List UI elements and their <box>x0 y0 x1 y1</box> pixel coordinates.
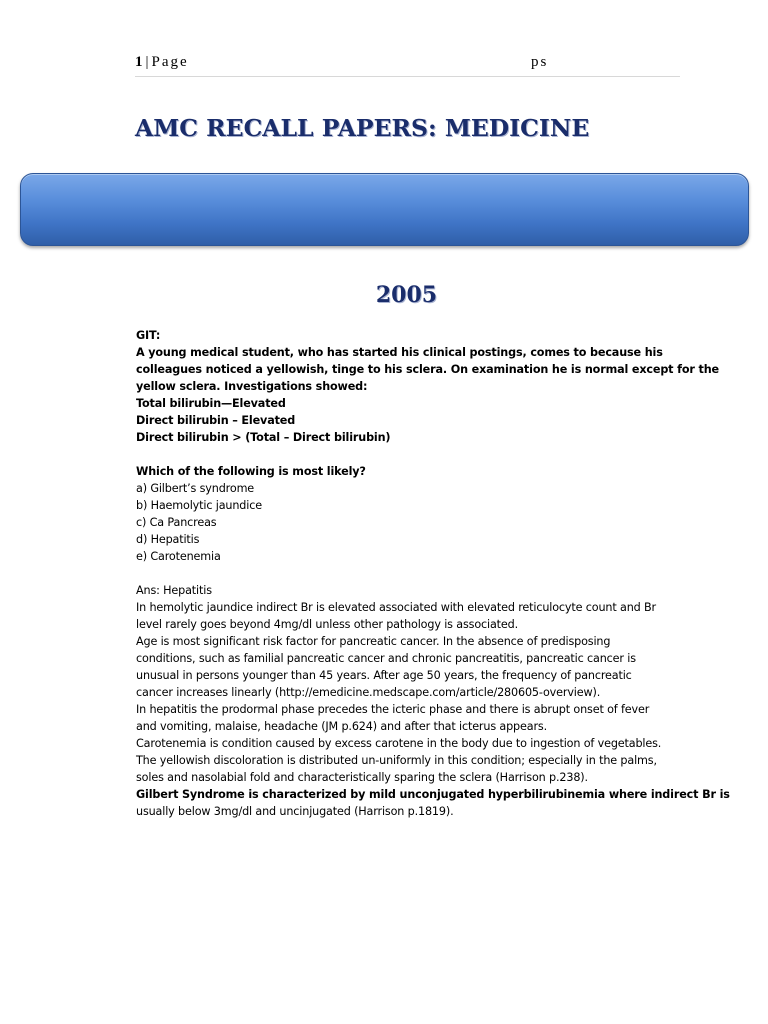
option-d: d) Hepatitis <box>136 533 200 546</box>
page-separator: | <box>145 54 151 70</box>
spacer <box>136 446 681 463</box>
year-heading: 2005 <box>375 282 438 308</box>
page-header <box>135 54 680 77</box>
investigation-line: Direct bilirubin – Elevated <box>136 414 296 427</box>
option-e: e) Carotenemia <box>136 550 221 563</box>
answer-label: Ans: Hepatitis <box>136 584 212 597</box>
explanation-line: unusual in persons younger than 45 years. After age 50 years, the frequency of pancreatic <box>136 669 632 682</box>
header-initials: ps <box>531 54 549 70</box>
investigation-line: Direct bilirubin > (Total – Direct bilirubin) <box>136 431 391 444</box>
explanation-line: Carotenemia is condition caused by excess carotene in the body due to ingestion of vegetables. <box>136 737 662 750</box>
explanation-line: conditions, such as familial pancreatic cancer and chronic pancreatitis, pancreatic cancer is <box>136 652 636 665</box>
option-c: c) Ca Pancreas <box>136 516 217 529</box>
decorative-banner <box>20 173 749 246</box>
explanation-line: Gilbert Syndrome is characterized by mild unconjugated hyperbilirubinemia where indirect Br is <box>136 788 730 801</box>
section-label: GIT: <box>136 329 161 342</box>
option-a: a) Gilbert’s syndrome <box>136 482 255 495</box>
explanation-line: usually below 3mg/dl and uncinjugated (Harrison p.1819). <box>136 805 454 818</box>
explanation-line: cancer increases linearly (http://emedicine.medscape.com/article/280605-overview). <box>136 686 601 699</box>
option-b: b) Haemolytic jaundice <box>136 499 262 512</box>
document-title: AMC RECALL PAPERS: MEDICINE <box>135 114 590 142</box>
question-stem-line: colleagues noticed a yellowish, tinge to his sclera. On examination he is normal except for the <box>136 363 719 376</box>
page-label: Page <box>151 54 189 70</box>
explanation-line: In hemolytic jaundice indirect Br is elevated associated with elevated reticulocyte count and Br <box>136 601 656 614</box>
explanation-line: Age is most significant risk factor for pancreatic cancer. In the absence of predisposing <box>136 635 611 648</box>
question-prompt: Which of the following is most likely? <box>136 465 366 478</box>
explanation-line: The yellowish discoloration is distributed un-uniformly in this condition; especially in the palms, <box>136 754 657 767</box>
spacer <box>136 565 681 582</box>
investigation-line: Total bilirubin—Elevated <box>136 397 286 410</box>
explanation-line: soles and nasolabial fold and characteristically sparing the sclera (Harrison p.238). <box>136 771 588 784</box>
explanation-line: In hepatitis the prodormal phase precedes the icteric phase and there is abrupt onset of fever <box>136 703 650 716</box>
explanation-line: level rarely goes beyond 4mg/dl unless other pathology is associated. <box>136 618 518 631</box>
question-stem-line: A young medical student, who has started his clinical postings, comes to because his <box>136 346 663 359</box>
page-number: 1 <box>135 54 145 70</box>
question-content <box>136 327 730 820</box>
question-stem-line: yellow sclera. Investigations showed: <box>136 380 368 393</box>
explanation-line: and vomiting, malaise, headache (JM p.624) and after that icterus appears. <box>136 720 547 733</box>
